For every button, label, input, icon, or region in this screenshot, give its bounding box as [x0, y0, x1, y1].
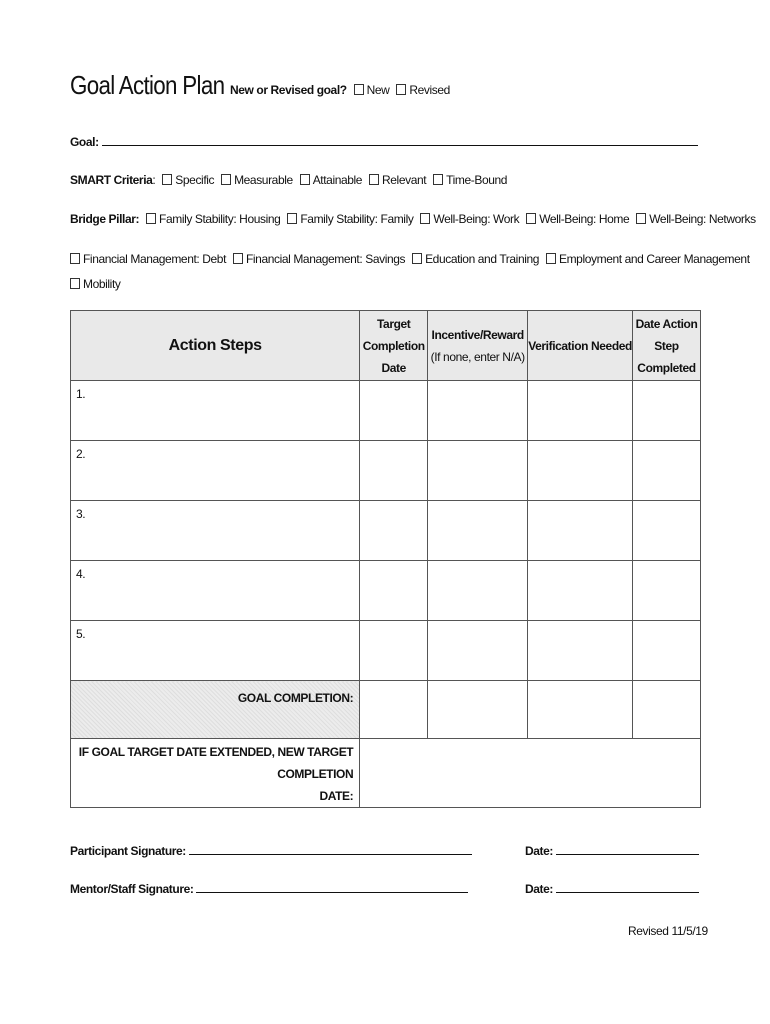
step-1-target[interactable]	[360, 381, 428, 441]
checkbox-revised[interactable]	[396, 84, 406, 95]
bridge-pillar-row-3	[66, 277, 120, 291]
mentor-signature-field[interactable]	[196, 881, 468, 893]
option-time-bound: Time-Bound	[446, 173, 508, 187]
option-relevant: Relevant	[382, 173, 427, 187]
action-steps-table	[70, 310, 701, 808]
participant-signature-label: Participant Signature:	[70, 844, 186, 858]
participant-date-row	[525, 843, 699, 858]
option-family-family: Family Stability: Family	[300, 212, 414, 226]
title-row	[70, 70, 450, 101]
checkbox-measurable[interactable]	[221, 174, 231, 185]
step-1-cell[interactable]: 1.	[71, 381, 360, 441]
step-1-verification[interactable]	[528, 381, 633, 441]
checkbox-wellbeing-home[interactable]	[526, 213, 536, 224]
table-row	[71, 381, 701, 441]
step-3-verification[interactable]	[528, 501, 633, 561]
header-incentive: Incentive/Reward (If none, enter N/A)	[428, 311, 528, 381]
header-action-steps: Action Steps	[71, 311, 360, 381]
step-3-target[interactable]	[360, 501, 428, 561]
goal-completion-target[interactable]	[360, 681, 428, 739]
extended-date-label: IF GOAL TARGET DATE EXTENDED, NEW TARGET COMPLETION DATE:	[71, 739, 360, 808]
goal-completion-completed[interactable]	[633, 681, 701, 739]
participant-signature-field[interactable]	[189, 843, 472, 855]
new-or-revised-label: New or Revised goal?	[230, 83, 347, 97]
goal-label: Goal:	[70, 135, 99, 149]
checkbox-financial-debt[interactable]	[70, 253, 80, 264]
option-education-training: Education and Training	[425, 252, 540, 266]
header-date-action: Date Action Step Completed	[633, 311, 701, 381]
option-wellbeing-work: Well-Being: Work	[433, 212, 520, 226]
checkbox-mobility[interactable]	[70, 278, 80, 289]
option-wellbeing-networks: Well-Being: Networks	[649, 212, 756, 226]
step-1-incentive[interactable]	[428, 381, 528, 441]
option-employment-career: Employment and Career Management	[558, 252, 750, 266]
table-row	[71, 621, 701, 681]
extended-date-row	[71, 739, 701, 808]
step-2-verification[interactable]	[528, 441, 633, 501]
step-4-verification[interactable]	[528, 561, 633, 621]
option-financial-debt: Financial Management: Debt	[83, 252, 227, 266]
page-title: Goal Action Plan	[70, 70, 225, 100]
mentor-date-label: Date:	[525, 882, 554, 896]
checkbox-new[interactable]	[354, 84, 364, 95]
new-or-revised	[230, 83, 450, 97]
goal-completion-incentive[interactable]	[428, 681, 528, 739]
step-2-completed[interactable]	[633, 441, 701, 501]
option-financial-savings: Financial Management: Savings	[245, 252, 406, 266]
extended-date-field[interactable]	[360, 739, 701, 808]
step-3-cell[interactable]: 3.	[71, 501, 360, 561]
step-5-target[interactable]	[360, 621, 428, 681]
step-5-verification[interactable]	[528, 621, 633, 681]
goal-field[interactable]	[102, 134, 698, 146]
table-row	[71, 501, 701, 561]
mentor-signature-row	[70, 881, 468, 896]
option-specific: Specific	[175, 173, 215, 187]
checkbox-family-family[interactable]	[287, 213, 297, 224]
table-row	[71, 561, 701, 621]
option-new: New	[366, 83, 390, 97]
header-verification: Verification Needed	[528, 311, 633, 381]
bridge-pillar-label: Bridge Pillar:	[70, 212, 140, 226]
option-revised: Revised	[409, 83, 450, 97]
step-1-completed[interactable]	[633, 381, 701, 441]
option-family-housing: Family Stability: Housing	[159, 212, 281, 226]
step-4-cell[interactable]: 4.	[71, 561, 360, 621]
bridge-pillar-row-1	[70, 212, 756, 226]
goal-row	[70, 134, 698, 149]
checkbox-wellbeing-networks[interactable]	[636, 213, 646, 224]
mentor-date-field[interactable]	[556, 881, 699, 893]
step-4-completed[interactable]	[633, 561, 701, 621]
checkbox-time-bound[interactable]	[433, 174, 443, 185]
step-4-target[interactable]	[360, 561, 428, 621]
step-5-incentive[interactable]	[428, 621, 528, 681]
checkbox-attainable[interactable]	[300, 174, 310, 185]
header-target-date: Target Completion Date	[360, 311, 428, 381]
checkbox-employment-career[interactable]	[546, 253, 556, 264]
step-4-incentive[interactable]	[428, 561, 528, 621]
option-attainable: Attainable	[312, 173, 363, 187]
goal-completion-verification[interactable]	[528, 681, 633, 739]
step-2-target[interactable]	[360, 441, 428, 501]
participant-date-field[interactable]	[556, 843, 699, 855]
option-measurable: Measurable	[234, 173, 293, 187]
goal-completion-label: GOAL COMPLETION:	[71, 681, 360, 739]
option-wellbeing-home: Well-Being: Home	[539, 212, 630, 226]
table-row	[71, 441, 701, 501]
participant-date-label: Date:	[525, 844, 554, 858]
smart-criteria-row: SMART Criteria: Specific Measurable Attainable Relevant Time-Bound	[70, 173, 508, 187]
participant-signature-row	[70, 843, 472, 858]
goal-completion-row	[71, 681, 701, 739]
mentor-signature-label: Mentor/Staff Signature:	[70, 882, 194, 896]
step-2-cell[interactable]: 2.	[71, 441, 360, 501]
step-3-incentive[interactable]	[428, 501, 528, 561]
checkbox-financial-savings[interactable]	[233, 253, 243, 264]
revision-note: Revised 11/5/19	[628, 924, 708, 938]
mentor-date-row	[525, 881, 699, 896]
checkbox-family-housing[interactable]	[146, 213, 156, 224]
step-5-completed[interactable]	[633, 621, 701, 681]
table-header-row	[71, 311, 701, 381]
smart-label: SMART Criteria	[70, 173, 153, 187]
checkbox-specific[interactable]	[162, 174, 172, 185]
step-3-completed[interactable]	[633, 501, 701, 561]
step-5-cell[interactable]: 5.	[71, 621, 360, 681]
step-2-incentive[interactable]	[428, 441, 528, 501]
bridge-pillar-row-2	[66, 252, 750, 266]
checkbox-education-training[interactable]	[412, 253, 422, 264]
option-mobility: Mobility	[83, 277, 121, 291]
checkbox-relevant[interactable]	[369, 174, 379, 185]
checkbox-wellbeing-work[interactable]	[420, 213, 430, 224]
